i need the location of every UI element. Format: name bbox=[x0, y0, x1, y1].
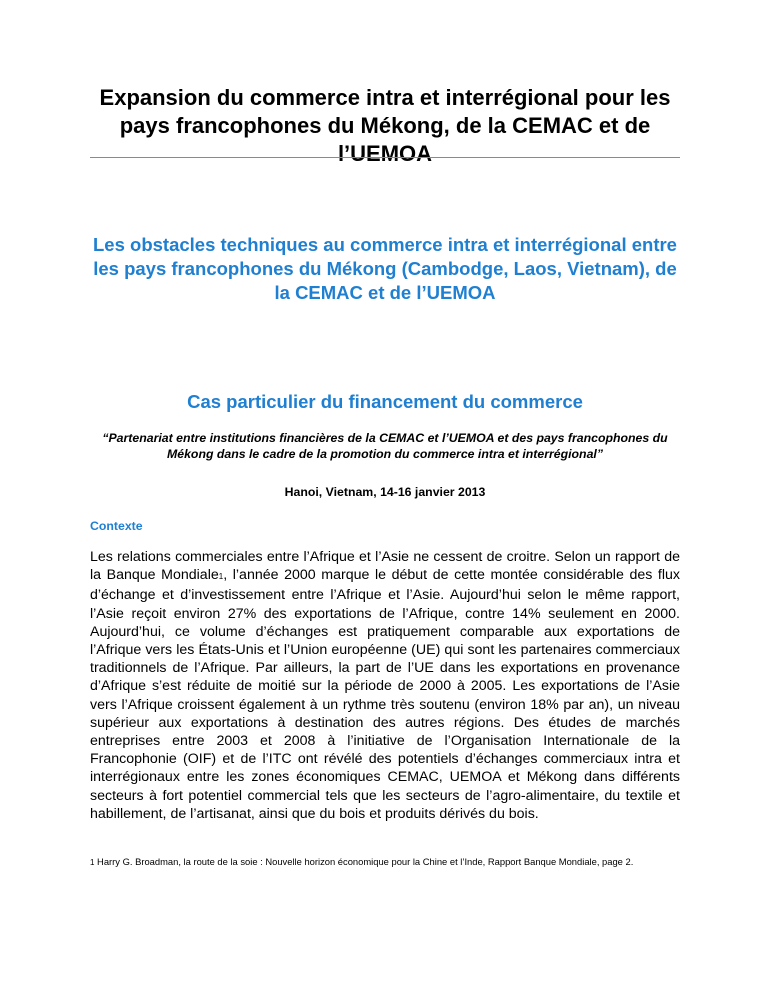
partnership-quote: “Partenariat entre institutions financières de la CEMAC et l’UEMOA et des pays francophones du Mékong dans le cadre de la promotion du commerce intra et interrégional” bbox=[102, 431, 668, 461]
context-paragraph bbox=[90, 548, 680, 823]
main-title: Expansion du commerce intra et interrégional pour les pays francophones du Mékong, de la CEMAC et de l’UEMOA bbox=[99, 85, 671, 166]
context-heading: Contexte bbox=[90, 519, 143, 533]
footnote-text: Harry G. Broadman, la route de la soie : Nouvelle horizon économique pour la Chine et l’Inde, Rapport Banque Mondiale, page 2. bbox=[94, 856, 634, 867]
paragraph-text-end: , l’année 2000 marque le début de cette montée considérable des flux d’échange et d’investissement entre l’Afrique et l’Asie. Aujourd’hui selon le même rapport, l’Asie reçoit environ 27% des exportations de l’Afrique, contre 14% seulement en 2000. Aujourd’hui, ce volume d’échanges est pratiquement comparable aux exportations de l’Afrique vers les États-Unis et l’Union européenne (UE) qui sont les partenaires commerciaux traditionnels de l’Afrique. Par ailleurs, la part de l’UE dans les exportations en provenance d’Afrique s’est réduite de moitié sur la période de 2000 à 2005. Les exportations de l’Asie vers l’Afrique croissent également à un rythme très soutenu (environ 18% par an), un niveau supérieur aux exportations à destination des autres régions. Des études de marchés entreprises entre 2003 et 2008 à l’initiative de l’Organisation Internationale de la Francophonie (OIF) et de l’ITC ont révélé des potentiels d’échanges commerciaux intra et interrégionaux entre les zones économiques CEMAC, UEMOA et Mékong dans différents secteurs à fort potentiel commercial tels que les secteurs de l’agro-alimentaire, du textile et habillement, de l’artisanat, ainsi que du bois et produits dérivés du bois. bbox=[90, 567, 681, 822]
section-title: Cas particulier du financement du commerce bbox=[187, 391, 583, 412]
footnote bbox=[90, 854, 680, 870]
event-location-date: Hanoi, Vietnam, 14-16 janvier 2013 bbox=[284, 485, 486, 499]
title-divider bbox=[90, 157, 680, 158]
footnote-reference: 1 bbox=[218, 572, 224, 582]
paragraph-text-start: Les relations commerciales entre l’Afrique et l’Asie ne cessent de croitre. Selon un rapport de la Banque Mondiale bbox=[90, 549, 680, 584]
subtitle: Les obstacles techniques au commerce intra et interrégional entre les pays francophones du Mékong (Cambodge, Laos, Vietnam), de la CEMAC et de l’UEMOA bbox=[93, 234, 677, 303]
footnote-number: 1 bbox=[90, 858, 95, 867]
